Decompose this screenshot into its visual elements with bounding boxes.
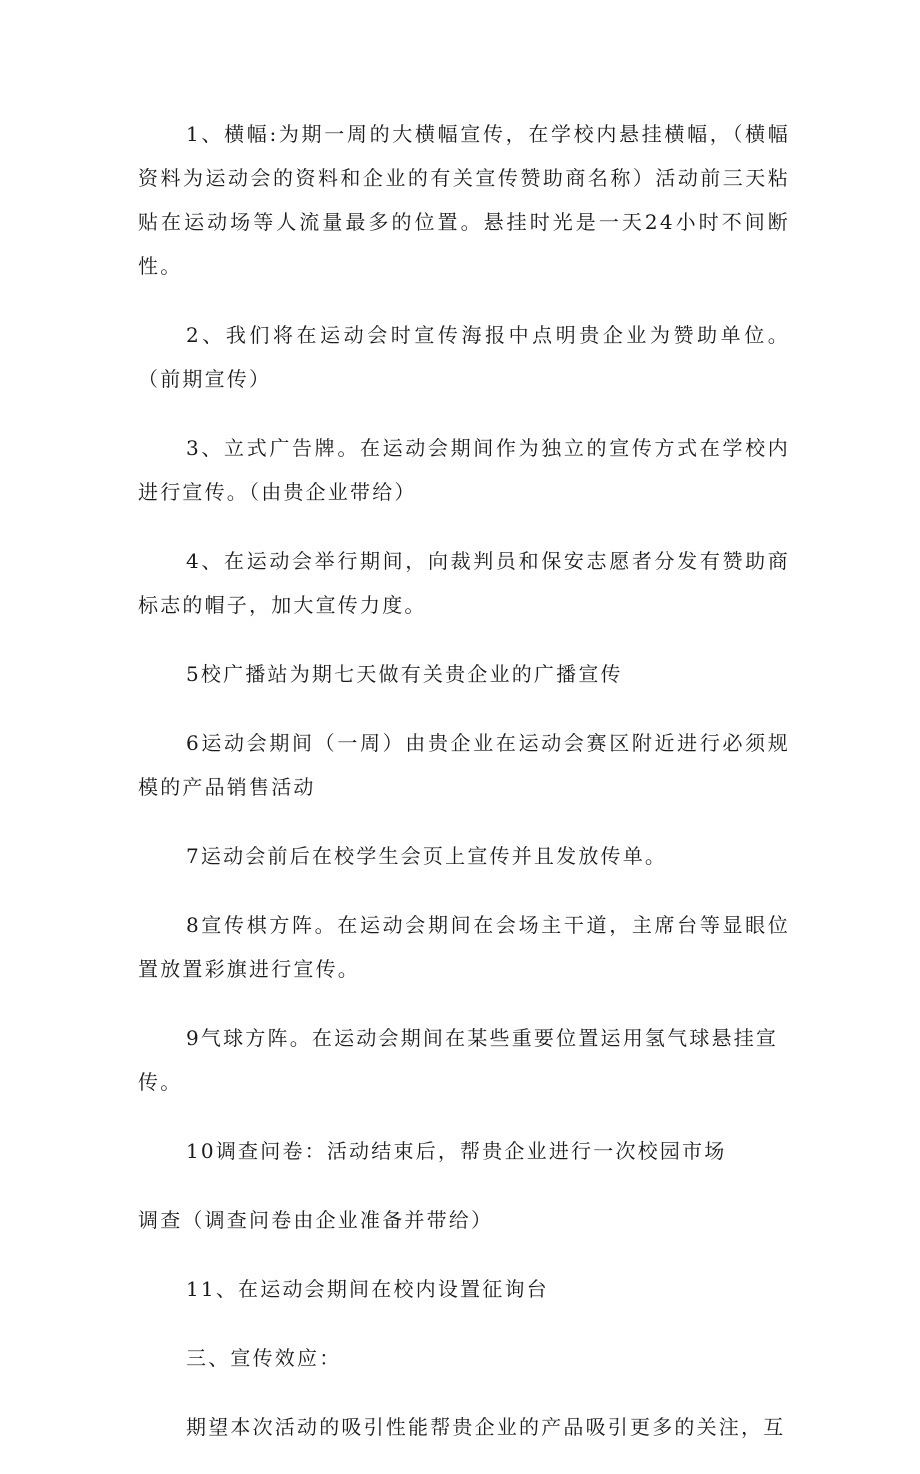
paragraph-effect: 期望本次活动的吸引性能帮贵企业的产品吸引更多的关注，互: [186, 1415, 786, 1439]
paragraph-sales: 6运动会期间（一周）由贵企业在运动会赛区附近进行必须规模的产品销售活动: [138, 731, 790, 799]
paragraph-flyers: 7运动会前后在校学生会页上宣传并且发放传单。: [186, 844, 668, 868]
paragraph-survey-continued: 调查（调查问卷由企业准备并带给）: [138, 1208, 494, 1232]
paragraph-billboard: 3、立式广告牌。在运动会期间作为独立的宣传方式在学校内进行宣传。（由贵企业带给）: [138, 436, 790, 504]
paragraph-balloons: 9气球方阵。在运动会期间在某些重要位置运用氢气球悬挂宣传。: [138, 1026, 779, 1094]
document-body: [138, 112, 790, 1474]
paragraph-broadcast: 5校广播站为期七天做有关贵企业的广播宣传: [186, 662, 623, 686]
paragraph-hats: 4、在运动会举行期间，向裁判员和保安志愿者分发有赞助商标志的帽子，加大宣传力度。: [138, 549, 790, 617]
paragraph-poster: 2、我们将在运动会时宣传海报中点明贵企业为赞助单位。（前期宣传）: [138, 323, 790, 391]
paragraph-consult-desk: 11、在运动会期间在校内设置征询台: [186, 1277, 549, 1301]
paragraph-banner: 1、横幅:为期一周的大横幅宣传，在学校内悬挂横幅，（横幅资料为运动会的资料和企业的有关宣传赞助商名称）活动前三天粘贴在运动场等人流量最多的位置。悬挂时光是一天24小时不间断性。: [138, 122, 790, 278]
paragraph-flags: 8宣传棋方阵。在运动会期间在会场主干道，主席台等显眼位置放置彩旗进行宣传。: [138, 913, 790, 981]
paragraph-survey: 10调查问卷：活动结束后，帮贵企业进行一次校园市场: [186, 1139, 727, 1163]
section-heading-effect: 三、宣传效应：: [186, 1346, 342, 1370]
